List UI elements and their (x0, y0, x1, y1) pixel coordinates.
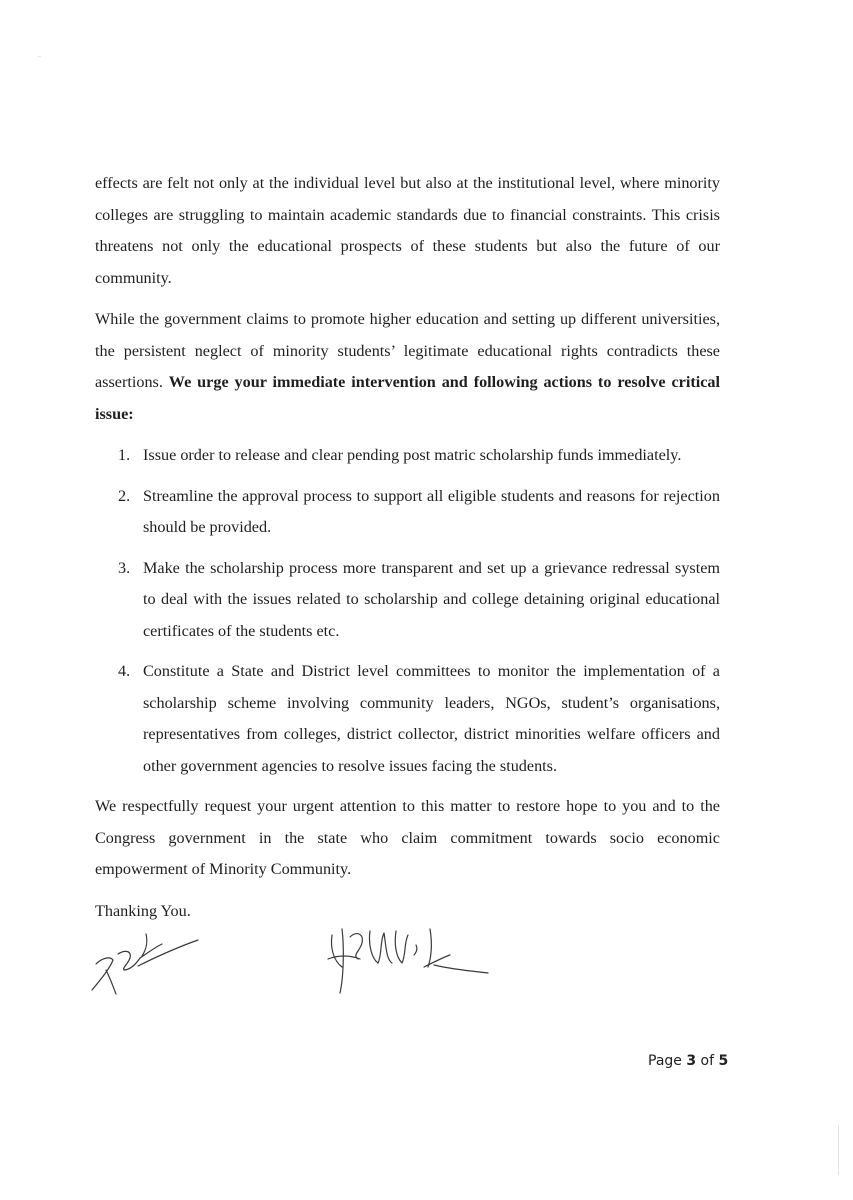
list-item-text: Streamline the approval process to support all eligible students and reasons for rejection should be provided. (143, 486, 720, 536)
paragraph-respectful-request: We respectfully request your urgent attention to this matter to restore hope to you and to the Congress government in the state who claim commitment towards socio economic empowerment of Minority Community. (95, 797, 720, 878)
list-item (95, 656, 720, 782)
list-item (95, 440, 720, 472)
list-item (95, 481, 720, 544)
signature-1 (80, 920, 210, 1000)
letter-body (95, 168, 720, 927)
paragraph-government-claims (95, 304, 720, 430)
page-number-current: 3 (686, 1053, 697, 1069)
paragraph-government-claims-text: While the government claims to promote higher education and setting up different universities, the persistent neglect of minority students’ legitimate educational rights contradicts these assertions. (95, 310, 720, 391)
action-list (95, 440, 720, 782)
list-item-number: 2. (118, 486, 131, 505)
list-item-text: Issue order to release and clear pending post matric scholarship funds immediately. (143, 446, 682, 464)
page-number-prefix: Page (648, 1053, 687, 1069)
list-item-text: Constitute a State and District level committees to monitor the implementation of a scholarship scheme involving community leaders, NGOs, student’s organisations, representatives from colleges, district collector, district minorities welfare officers and other government agencies to resolve issues facing the students. (143, 662, 720, 775)
scan-edge-artifact (838, 1125, 839, 1175)
page-number-total: 5 (718, 1053, 729, 1069)
page-number-of: of (696, 1053, 719, 1069)
page-number (648, 1053, 728, 1069)
paragraph-effects: effects are felt not only at the individual level but also at the institutional level, where minority colleges are struggling to maintain academic standards due to financial constraints. This crisis threatens not only the educational prospects of these students but also the future of our community. (95, 174, 720, 287)
closing-salutation: Thanking You. (95, 901, 191, 920)
list-item-number: 3. (118, 558, 131, 577)
list-item (95, 553, 720, 648)
scan-artifact (38, 56, 41, 57)
list-item-number: 4. (118, 662, 131, 680)
urgent-intervention-request: We urge your immediate intervention and following actions to resolve critical issue: (95, 373, 720, 423)
list-item-number: 1. (118, 446, 131, 464)
signature-2 (320, 915, 500, 1005)
list-item-text: Make the scholarship process more transparent and set up a grievance redressal system to deal with the issues related to scholarship and college detaining original educational certificates of the students etc. (143, 558, 720, 640)
